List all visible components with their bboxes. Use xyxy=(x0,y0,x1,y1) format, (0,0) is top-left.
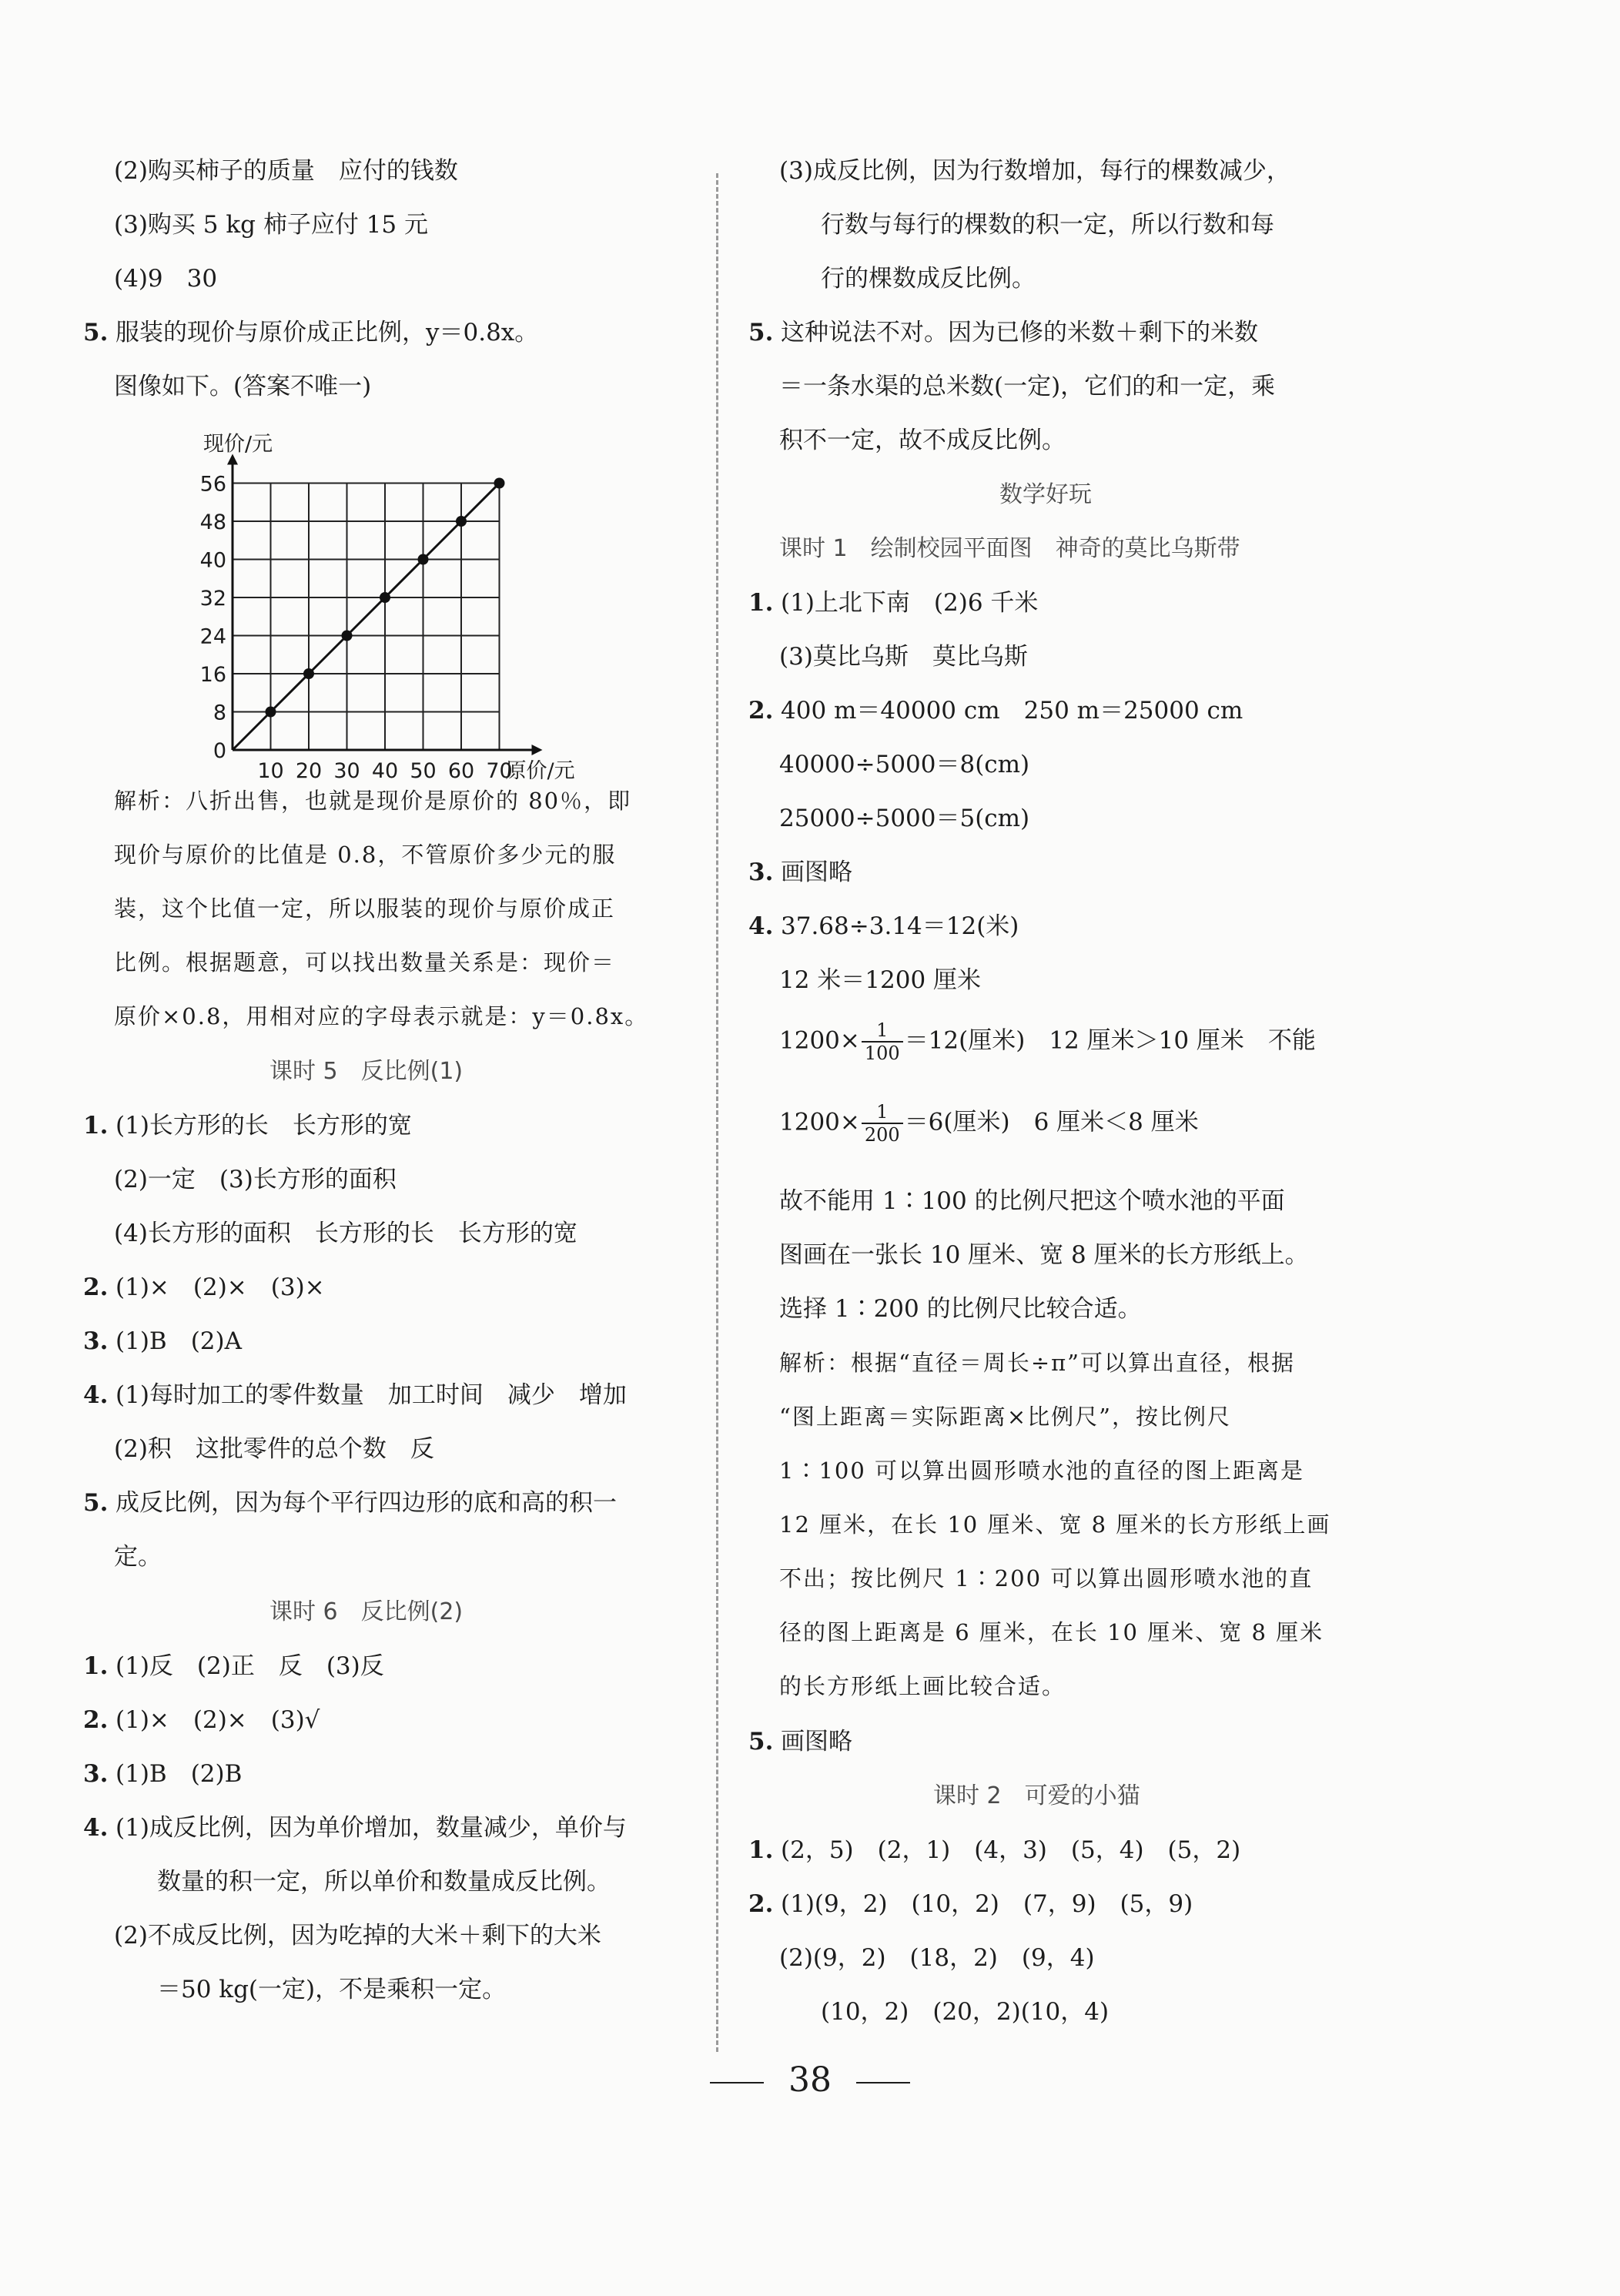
text-line: 的长方形纸上画比较合适。 xyxy=(779,1673,1066,1699)
text-line: (1)每时加工的零件数量 加工时间 减少 增加 xyxy=(115,1381,627,1409)
text-line: 课时 2 可爱的小猫 xyxy=(933,1782,1140,1809)
text-line: 数学好玩 xyxy=(999,481,1092,508)
text-line: 定。 xyxy=(114,1543,162,1571)
text-line: 1. xyxy=(83,1652,109,1680)
text-line: (3)成反比例，因为行数增加，每行的棵数减少， xyxy=(779,157,1290,185)
text-line: 成反比例，因为每个平行四边形的底和高的积一 xyxy=(115,1489,617,1517)
fraction-numerator: 1 xyxy=(862,1019,903,1043)
text-line: 原价×0.8，用相对应的字母表示就是：y＝0.8x。 xyxy=(114,1003,649,1029)
text-line: ＝50 kg(一定)，不是乘积一定。 xyxy=(157,1976,507,2003)
chart-series xyxy=(233,478,505,751)
text-line: 数量的积一定，所以单价和数量成反比例。 xyxy=(157,1868,611,1896)
text-line: 5. xyxy=(83,319,109,346)
text-line: 1. xyxy=(83,1112,109,1140)
text-line: 37.68÷3.14＝12(米) xyxy=(781,912,1019,940)
fraction-prefix: 1200× xyxy=(779,1108,860,1136)
x-tick-label: 30 xyxy=(333,759,360,783)
y-axis-label: 现价/元 xyxy=(203,432,273,457)
text-line: (2，5) (2，1) (4，3) (5，4) (5，2) xyxy=(781,1836,1241,1864)
text-line: 25000÷5000＝5(cm) xyxy=(779,805,1030,832)
column-divider xyxy=(716,173,718,2052)
text-line: 2. xyxy=(83,1706,109,1734)
text-line: (3)购买 5 kg 柿子应付 15 元 xyxy=(114,211,428,239)
x-tick-label: 20 xyxy=(295,759,323,783)
text-line: 40000÷5000＝8(cm) xyxy=(779,751,1030,778)
text-line: (1)反 (2)正 反 (3)反 xyxy=(115,1652,384,1680)
y-tick-label: 24 xyxy=(199,624,226,649)
x-axis-label: 原价/元 xyxy=(505,759,575,783)
x-tick-label: 60 xyxy=(447,759,475,783)
x-tick-label: 40 xyxy=(371,759,399,783)
text-line: (1)× (2)× (3)× xyxy=(115,1274,325,1301)
text-line: (10，2) (20，2)(10，4) xyxy=(821,1998,1110,2026)
fraction-prefix: 1200× xyxy=(779,1026,860,1055)
origin-label: 0 xyxy=(213,739,226,763)
text-line: 解析：八折出售，也就是现价是原价的 80％，即 xyxy=(114,788,632,814)
text-line: “图上距离＝实际距离×比例尺”，按比例尺 xyxy=(779,1404,1231,1430)
text-line: 解析：根据“直径＝周长÷π”可以算出直径，根据 xyxy=(779,1350,1296,1376)
text-line: 4. xyxy=(748,912,774,940)
text-line: (4)9 30 xyxy=(114,265,218,293)
text-line: 故不能用 1∶100 的比例尺把这个喷水池的平面 xyxy=(779,1187,1285,1215)
fraction-denominator: 200 xyxy=(864,1124,900,1146)
y-tick-label: 16 xyxy=(199,663,226,687)
text-line: 4. xyxy=(83,1814,109,1842)
data-point xyxy=(494,478,505,489)
fraction-line xyxy=(779,1019,1316,1064)
text-line: 4. xyxy=(83,1381,109,1409)
text-line: 3. xyxy=(748,858,774,886)
text-line: 径的图上距离是 6 厘米，在长 10 厘米、宽 8 厘米 xyxy=(779,1619,1324,1645)
text-line: 课时 6 反比例(2) xyxy=(269,1598,464,1625)
y-tick-label: 40 xyxy=(199,548,226,573)
text-line: (2)积 这批零件的总个数 反 xyxy=(114,1435,434,1463)
text-line: 课时 1 绘制校园平面图 神奇的莫比乌斯带 xyxy=(779,535,1240,562)
text-line: 2. xyxy=(748,697,774,725)
text-line: 3. xyxy=(83,1760,109,1788)
fraction-line xyxy=(779,1101,1199,1146)
text-line: (4)长方形的面积 长方形的长 长方形的宽 xyxy=(114,1220,577,1247)
text-line: 课时 5 反比例(1) xyxy=(269,1058,464,1085)
fraction xyxy=(862,1019,903,1064)
text-line: 不出；按比例尺 1∶200 可以算出圆形喷水池的直 xyxy=(779,1565,1314,1591)
text-line: 5. xyxy=(748,319,774,346)
text-line: 行数与每行的棵数的积一定，所以行数和每 xyxy=(821,211,1274,239)
fraction-numerator: 1 xyxy=(862,1101,903,1124)
text-line: (1)B (2)A xyxy=(115,1327,242,1355)
fraction xyxy=(862,1101,903,1146)
x-tick-label: 70 xyxy=(486,759,513,783)
fraction-denominator: 100 xyxy=(864,1043,900,1064)
fraction-suffix: ＝6(厘米) 6 厘米＜8 厘米 xyxy=(904,1108,1199,1136)
price-chart xyxy=(182,432,613,785)
y-tick-label: 32 xyxy=(199,587,226,611)
text-line: (2)(9，2) (18，2) (9，4) xyxy=(779,1944,1095,1972)
text-line: 1. xyxy=(748,589,774,617)
text-line: 1∶100 可以算出圆形喷水池的直径的图上距离是 xyxy=(779,1458,1305,1484)
data-point xyxy=(418,554,429,565)
text-line: (3)莫比乌斯 莫比乌斯 xyxy=(779,643,1028,671)
text-line: (2)不成反比例，因为吃掉的大米＋剩下的大米 xyxy=(114,1922,601,1950)
text-line: 画图略 xyxy=(781,858,852,886)
y-tick-label: 48 xyxy=(199,510,226,534)
x-tick-label: 10 xyxy=(257,759,284,783)
text-line: 3. xyxy=(83,1327,109,1355)
text-line: (1)上北下南 (2)6 千米 xyxy=(781,589,1039,617)
data-point xyxy=(380,592,390,603)
text-line: (1)B (2)B xyxy=(115,1760,243,1788)
text-line: 400 m＝40000 cm 250 m＝25000 cm xyxy=(781,697,1243,725)
text-line: 现价与原价的比值是 0.8，不管原价多少元的服 xyxy=(114,842,617,868)
text-line: (1)(9，2) (10，2) (7，9) (5，9) xyxy=(781,1890,1193,1918)
y-tick-label: 56 xyxy=(199,472,226,497)
text-line: (1)长方形的长 长方形的宽 xyxy=(115,1112,412,1140)
text-line: 2. xyxy=(83,1274,109,1301)
text-line: 5. xyxy=(83,1489,109,1517)
text-line: (1)× (2)× (3)√ xyxy=(115,1706,320,1734)
page-number-text: 38 xyxy=(788,2060,832,2100)
text-line: 装，这个比值一定，所以服装的现价与原价成正 xyxy=(114,895,616,922)
text-line: (2)购买柿子的质量 应付的钱数 xyxy=(114,157,458,185)
text-line: 服装的现价与原价成正比例，y＝0.8x。 xyxy=(115,319,539,346)
text-line: 1. xyxy=(748,1836,774,1864)
data-point xyxy=(342,631,353,641)
text-line: 积不一定，故不成反比例。 xyxy=(779,427,1066,454)
text-line: 行的棵数成反比例。 xyxy=(821,265,1036,293)
text-line: 5. xyxy=(748,1728,774,1755)
text-line: 画图略 xyxy=(781,1728,852,1755)
data-point xyxy=(456,516,467,527)
text-line: 12 米＝1200 厘米 xyxy=(779,966,982,994)
text-line: 图画在一张长 10 厘米、宽 8 厘米的长方形纸上。 xyxy=(779,1241,1309,1269)
fraction-suffix: ＝12(厘米) 12 厘米＞10 厘米 不能 xyxy=(904,1026,1316,1055)
text-line: 选择 1∶200 的比例尺比较合适。 xyxy=(779,1295,1142,1323)
data-point xyxy=(266,707,276,718)
text-line: 2. xyxy=(748,1890,774,1918)
y-tick-label: 8 xyxy=(213,701,226,725)
page-number xyxy=(0,2060,1620,2100)
text-line: 比例。根据题意，可以找出数量关系是：现价＝ xyxy=(114,949,616,976)
x-tick-label: 50 xyxy=(410,759,437,783)
chart-labels xyxy=(200,433,575,784)
text-line: ＝一条水渠的总米数(一定)，它们的和一定，乘 xyxy=(779,373,1276,400)
text-line: 这种说法不对。因为已修的米数＋剩下的米数 xyxy=(781,319,1258,346)
x-axis-arrow xyxy=(532,745,543,755)
text-line: 图像如下。(答案不唯一) xyxy=(114,373,372,400)
data-point xyxy=(303,668,314,679)
text-line: (1)成反比例，因为单价增加，数量减少，单价与 xyxy=(115,1814,627,1842)
text-line: 12 厘米，在长 10 厘米、宽 8 厘米的长方形纸上画 xyxy=(779,1511,1331,1538)
text-line: (2)一定 (3)长方形的面积 xyxy=(114,1166,397,1193)
